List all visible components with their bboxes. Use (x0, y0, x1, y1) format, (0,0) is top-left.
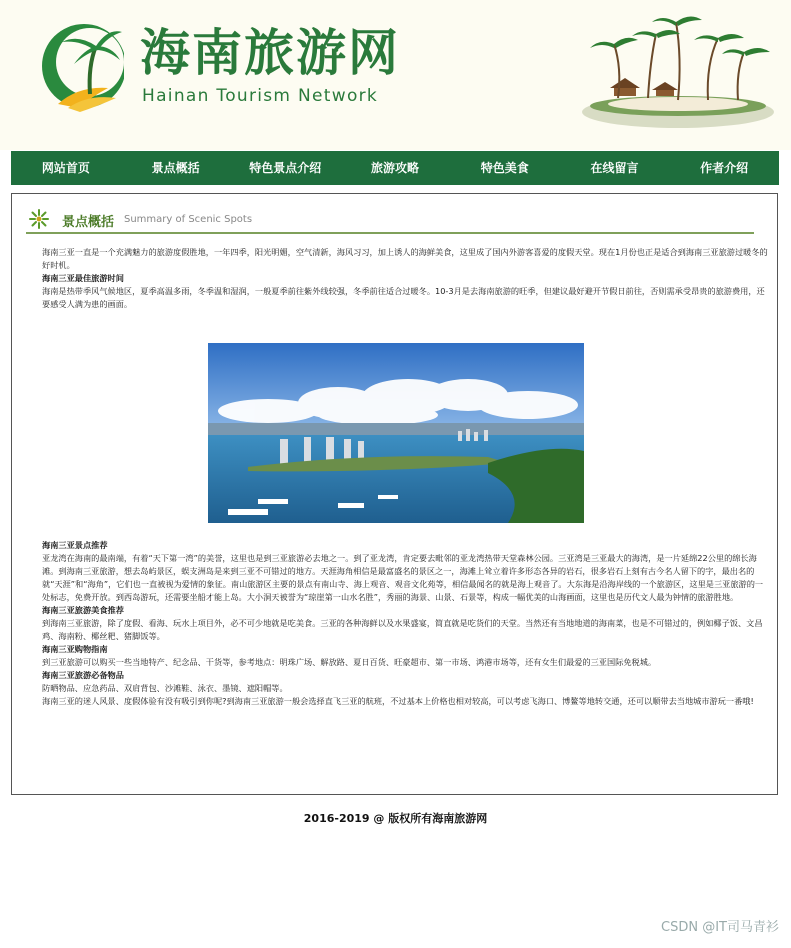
main-content (11, 193, 778, 795)
paragraph-scenic-spots: 亚龙湾在海南的最南端，有着“天下第一湾”的美誉，这里也是到三亚旅游必去地之一。到了亚龙湾，肯定要去毗邻的亚龙湾热带天堂森林公园。三亚湾是三亚最大的海湾，是一片延绵22公里的绵长海滩。到海南三亚旅游，想去岛屿景区，蜈支洲岛是来到三亚不可错过的地方。天涯海角相信是最富盛名的景区之一，海滩上耸立着许多形态各异的岩石，很多岩石上刻有古今名人留下的字，最出名的就“天涯”和“海角”，它们也一直被视为爱情的象征。南山旅游区主要的景点有南山寺、海上观音、观音文化苑等，相信最闻名的就是海上观音了。大东海是沿海岸线的一个旅游区，这里是三亚旅游的一处标志，免费开放。到西岛游玩，还需要坐船才能上岛。大小洞天被誉为“琼崖第一山水名胜”，秀丽的海景、山景、石景等，构成一幅优美的山海画面，这里也是历代文人最为钟情的旅游胜地。 (42, 553, 764, 602)
site-title: 海南旅游网 (140, 23, 400, 82)
palm-island-image (578, 8, 778, 140)
heading-best-time: 海南三亚最佳旅游时间 (42, 273, 124, 283)
footer-copyright: 2016-2019 @ 版权所有海南旅游网 (303, 812, 488, 825)
nav-item-author[interactable]: 作者介绍 (700, 161, 749, 175)
paragraph-intro: 海南三亚一直是一个充满魅力的旅游度假胜地，一年四季，阳光明媚，空气清新，海风习习，加上诱人的海鲜美食，这里成了国内外游客喜爱的度假天堂。现在1月份也正是适合到海南三亚旅游过暖冬的好时机。 (42, 247, 768, 270)
text-block-bottom (28, 539, 768, 708)
paragraph-essentials: 防晒物品、应急药品、双肩背包、沙滩鞋、泳衣、墨镜、遮阳帽等。 (42, 683, 288, 693)
paragraph-shopping: 到三亚旅游可以购买一些当地特产、纪念品、干货等，参考地点：明珠广场、解放路、夏日百货、旺豪超市、第一市场、鸿港市场等，还有女生们最爱的三亚国际免税城。 (42, 657, 657, 667)
heading-food: 海南三亚旅游美食推荐 (42, 605, 124, 615)
text-block-top (28, 246, 768, 311)
nav-item-scenic-summary[interactable]: 景点概括 (151, 161, 200, 175)
palm-logo-icon (38, 16, 124, 112)
site-header (0, 0, 791, 150)
nav-item-guestbook[interactable]: 在线留言 (590, 161, 639, 175)
heading-shopping: 海南三亚购物指南 (42, 644, 108, 654)
heading-scenic-spots: 海南三亚景点推荐 (42, 540, 108, 550)
section-header (26, 206, 754, 234)
paragraph-best-time: 海南是热带季风气候地区，夏季高温多雨，冬季温和湿润，一般夏季前往紫外线较强，冬季前往适合过暖冬。10-3月是去海南旅游的旺季，但建议最好避开节假日前往，否则需承受昂贵的旅游费用，还要感受人满为患的画面。 (42, 286, 765, 309)
csdn-watermark: CSDN @IT司马青衫 (661, 920, 779, 935)
site-subtitle: Hainan Tourism Network (142, 86, 379, 106)
nav-item-featured-spots[interactable]: 特色景点介绍 (249, 161, 322, 175)
heading-essentials: 海南三亚旅游必备物品 (42, 670, 124, 680)
main-nav (11, 151, 779, 185)
section-subtitle: Summary of Scenic Spots (124, 214, 253, 225)
paragraph-closing: 海南三亚的迷人风景、度假体验有没有吸引到你呢?到海南三亚旅游一般会选择直飞三亚的航班，不过基本上价格也相对较高，可以考虑飞海口、博鳌等地转交通，还可以顺带去当地城市游玩一番哦! (42, 696, 754, 706)
nav-item-local-food[interactable]: 特色美食 (480, 161, 529, 175)
paragraph-food: 到海南三亚旅游，除了度假、看海、玩水上项目外，必不可少地就是吃美食。三亚的各种海鲜以及水果盛宴，简直就是吃货们的天堂。当然还有当地地道的海南菜，也是不可错过的，例如椰子饭、文昌鸡、海南粉、椰丝粑、猪脚饭等。 (42, 618, 763, 641)
nav-item-travel-guide[interactable]: 旅游攻略 (371, 161, 420, 175)
sun-leaf-icon (28, 208, 50, 230)
section-title: 景点概括 (62, 215, 115, 230)
nav-item-home[interactable]: 网站首页 (41, 161, 90, 175)
sanya-bay-photo (208, 343, 584, 523)
